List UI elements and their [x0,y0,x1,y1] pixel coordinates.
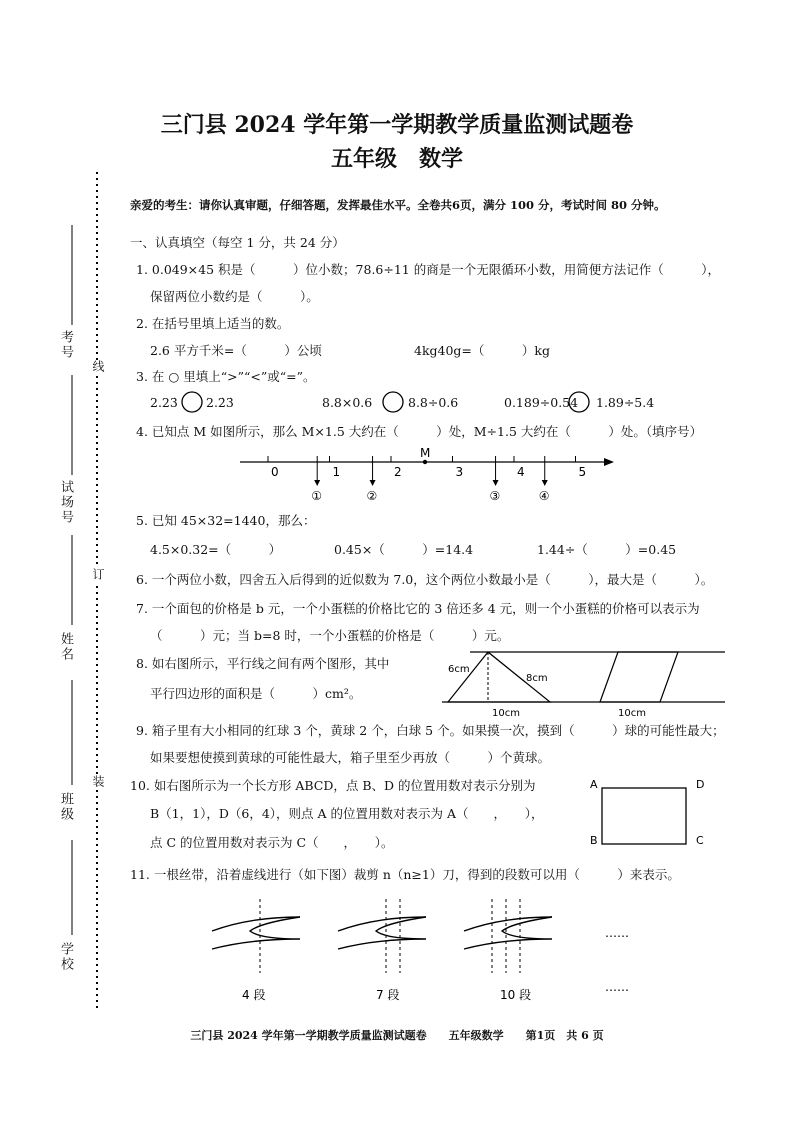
binding-ding: 订 [91,568,105,582]
marker-label: ② [366,489,378,503]
q5-c: 1.44÷（ ）=0.45 [537,542,677,557]
q2-b: 4kg40g=（ ）kg [414,343,550,358]
shichanghao-label: 试场号 [58,480,73,525]
page-title: 三门县 2024 学年第一学期教学质量监测试题卷 [160,112,634,138]
q1-line2: 保留两位小数约是（ ）。 [150,289,319,304]
point-m-label: M [420,446,431,460]
binding-xian: 线 [91,360,105,374]
q3-b-left: 8.8×0.6 [322,395,373,410]
page-subtitle: 五年级 数学 [330,146,463,172]
q6-line1: 6. 一个两位小数，四舍五入后得到的近似数为 7.0，这个两位小数最小是（ ），最大是（ ）。 [136,572,714,587]
ellipsis-1: …… [605,926,629,940]
q10-line2: B（1，1），D（6，4），则点 A 的位置用数对表示为 A（ ， ）， [150,806,544,821]
q10-line3: 点 C 的位置用数对表示为 C（ ， ）。 [150,835,394,850]
tick-label: 4 [517,465,525,479]
q3-b-right: 8.8÷0.6 [408,395,459,410]
caption-4-segments: 4 段 [242,988,266,1002]
q3-compare-circle-2 [381,390,405,414]
q7-line2: （ ）元；当 b=8 时，一个小蛋糕的价格是（ ）元。 [150,628,510,643]
marker-arrowhead [542,480,548,486]
label-10cm-b: 10cm [618,708,646,719]
ellipsis-2: …… [605,980,629,994]
q8-line1: 8. 如右图所示，平行线之间有两个图形，其中 [136,656,390,671]
q3-compare-circle-3 [567,390,591,414]
marker-arrowhead [370,480,376,486]
q10-rectangle-figure [586,772,716,850]
xuexiao-label: 学校 [58,942,73,972]
label-6cm: 6cm [448,664,470,675]
q2-line1: 2. 在括号里填上适当的数。 [136,316,290,331]
tick-label: 2 [394,465,402,479]
tick-label: 1 [332,465,341,479]
q8-parallel-figure [440,646,730,722]
banji-label: 班级 [58,792,73,822]
q3-compare-circle-1 [180,390,204,414]
q3-c-left: 0.189÷0.54 [504,395,579,410]
tick-label: 5 [578,465,587,479]
section1-heading: 一、认真填空（每空 1 分，共 24 分） [130,235,345,250]
vertex-c: C [696,834,704,847]
page-footer: 三门县 2024 学年第一学期教学质量监测试题卷 五年级数学 第1页 共 6 页 [190,1029,604,1042]
q3-c-right: 1.89÷5.4 [596,395,655,410]
point-m [423,460,427,464]
q4-number-line [230,446,620,504]
parallelogram-shape [600,652,678,702]
instructions: 亲爱的考生：请你认真审题，仔细答题，发挥最佳水平。全卷共6页，满分 100 分，考试时间 80 分钟。 [130,198,666,212]
marker-label: ④ [538,489,550,503]
q11-line1: 11. 一根丝带，沿着虚线进行（如下图）裁剪 n（n≥1）刀，得到的段数可以用（ ）来表示。 [130,867,680,882]
caption-10-segments: 10 段 [500,988,532,1002]
q1-line1: 1. 0.049×45 积是（ ）位小数；78.6÷11 的商是一个无限循环小数，用简便方法记作（ ）， [136,262,720,277]
label-8cm: 8cm [526,673,548,684]
q9-line2: 如果要想使摸到黄球的可能性最大，箱子里至少再放（ ）个黄球。 [150,750,551,765]
q8-line2: 平行四边形的面积是（ ）cm²。 [150,686,362,701]
q3-line1: 3. 在 ○ 里填上“>”“<”或“=”。 [136,369,316,384]
vertex-d: D [696,778,705,791]
marker-arrowhead [493,480,499,486]
q2-a: 2.6 平方千米=（ ）公顷 [150,343,322,358]
kaohao-label: 考号 [58,330,73,360]
caption-7-segments: 7 段 [376,988,400,1002]
vertex-a: A [590,778,598,791]
label-10cm-a: 10cm [492,708,520,719]
q7-line1: 7. 一个面包的价格是 b 元，一个小蛋糕的价格比它的 3 倍还多 4 元，则一个小蛋糕的价格可以表示为 [136,601,700,616]
vertex-b: B [590,834,598,847]
marker-label: ① [311,489,322,503]
binding-zhuang: 装 [91,775,105,789]
xingming-label: 姓名 [58,632,73,662]
q5-a: 4.5×0.32=（ ） [150,542,282,557]
marker-label: ③ [489,489,501,503]
tick-label: 0 [271,465,279,479]
q9-line1: 9. 箱子里有大小相同的红球 3 个，黄球 2 个，白球 5 个。如果摸一次，摸到（ ）球的可能性最大； [136,723,725,738]
q10-line1: 10. 如右图所示为一个长方形 ABCD，点 B、D 的位置用数对表示分别为 [130,778,536,793]
q11-ribbon-figure [200,895,650,1010]
marker-arrowhead [314,480,320,486]
tick-label: 3 [455,465,464,479]
q3-a-right: 2.2̇3̇ [206,395,234,410]
q4-line1: 4. 已知点 M 如图所示，那么 M×1.5 大约在（ ）处，M÷1.5 大约在（ ）处。（填序号） [136,424,703,439]
q3-a-left: 2.23̇ [150,395,178,410]
q5-line1: 5. 已知 45×32=1440，那么： [136,513,316,528]
q5-b: 0.45×（ ）=14.4 [334,542,474,557]
